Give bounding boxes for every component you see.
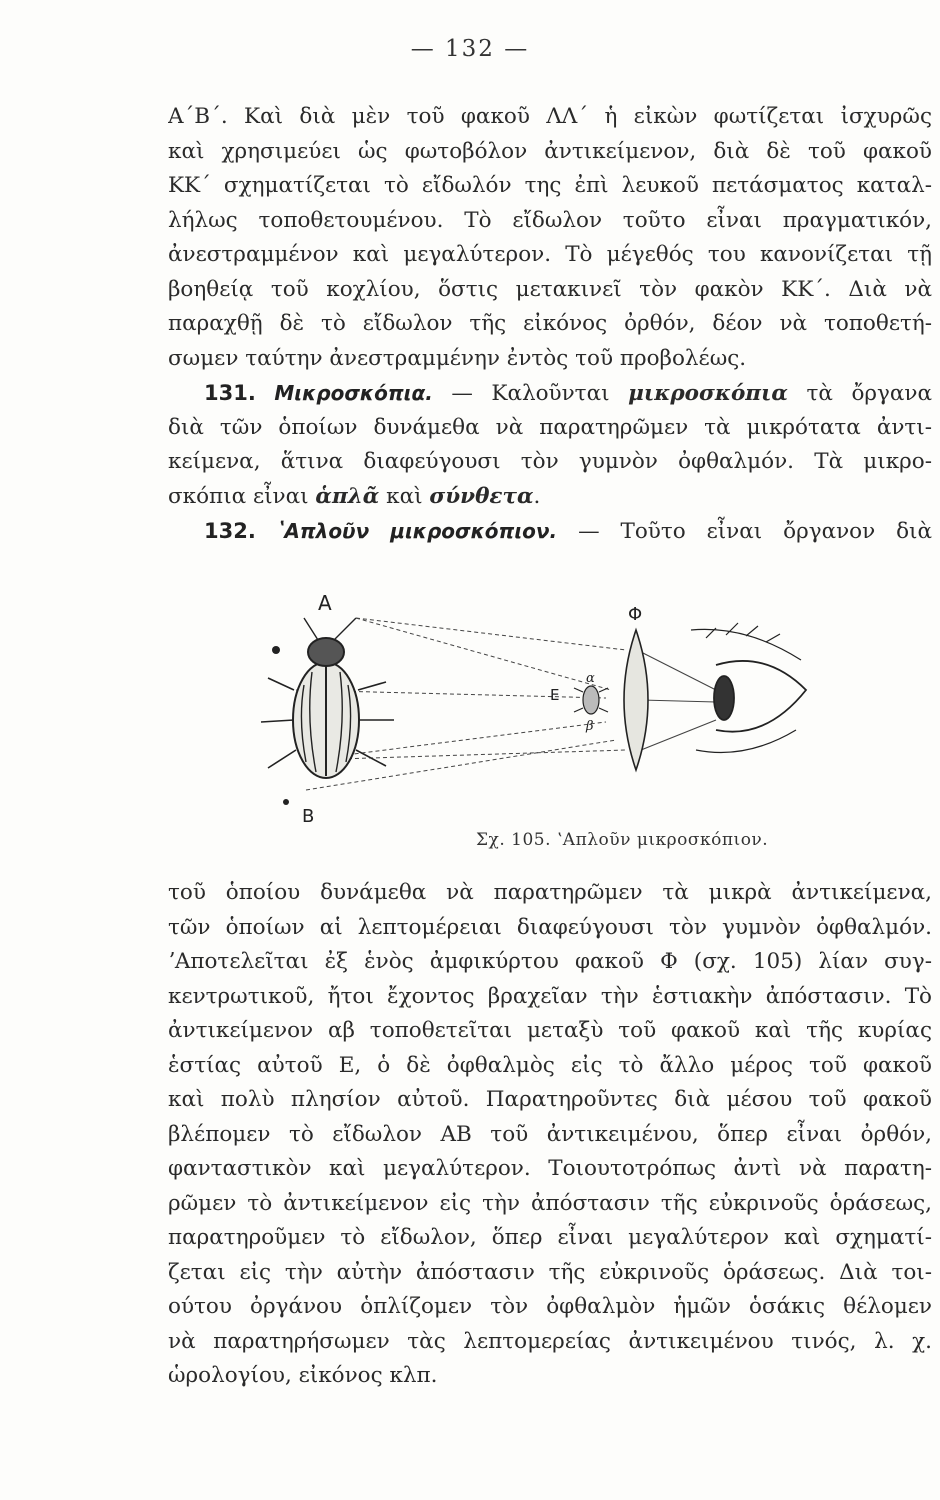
simple-microscope-figure — [246, 590, 836, 830]
text-line: ὡρολογίου, εἰκόνος κλπ. — [168, 1363, 438, 1388]
text-line: νὰ παρατηρήσωμεν τὰς λεπτομερείας ἀντικειμένου τινός, λ. χ. — [168, 1328, 932, 1354]
text-line: λήλως τοποθετουμένου. Τὸ εἴδωλον τοῦτο εἶναι πραγματικόν, — [168, 207, 932, 233]
text-line: φανταστικὸν καὶ μεγαλύτερον. Τοιουτοτρόπως ἀντὶ νὰ παρατη- — [168, 1156, 932, 1181]
text-line: ζεται εἰς τὴν αὐτὴν ἀπόστασιν τῆς εὐκρινοῦς ὁράσεως. Διὰ τοι- — [168, 1259, 932, 1285]
section-132-line-1 — [168, 514, 932, 549]
text-line: σωμεν ταύτην ἀνεστραμμένην ἐντὸς τοῦ προβολέως. — [168, 345, 747, 371]
text-line: ʼΑποτελεῖται ἐξ ἑνὸς ἀμφικύρτου φακοῦ Φ (σχ. 105) λίαν συγ- — [168, 949, 932, 974]
section-132-heading: ʽΑπλοῦν μικροσκόπιον. — [276, 519, 558, 543]
text-line: ἀντικείμενον αβ τοποθετεῖται μεταξὺ τοῦ φακοῦ καὶ τῆς κυρίας — [168, 1018, 932, 1043]
text-line: παρατηροῦμεν τὸ εἴδωλον, ὅπερ εἶναι μεγαλύτερον καὶ σχηματί- — [168, 1225, 932, 1250]
top-text-block — [168, 100, 932, 549]
small-object-image — [574, 686, 608, 714]
point-marker — [272, 646, 280, 654]
simple-emphasis: ἁπλᾶ — [315, 483, 380, 509]
section-131-line-4 — [168, 480, 932, 515]
section-131-emphasis: μικροσκόπια — [628, 381, 788, 406]
bottom-text-block — [168, 876, 932, 1394]
section-131-text: καὶ — [386, 483, 423, 509]
text-line: ρῶμεν τὸ ἀντικείμενον εἰς τὴν ἀπόστασιν τῆς εὐκρινοῦς ὁράσεως, — [168, 1190, 932, 1216]
ray-line — [356, 618, 611, 690]
label-beta: β — [586, 719, 594, 734]
text-line: παραχθῇ δὲ τὸ εἴδωλον τῆς εἰκόνος ὀρθόν, δέον νὰ τοποθετή- — [168, 311, 932, 336]
text-line: καὶ πολὺ πλησίον αὐτοῦ. Παρατηροῦντες διὰ μέσου τοῦ φακοῦ — [168, 1087, 932, 1112]
label-a: A — [318, 591, 332, 615]
section-131-text: σκόπια εἶναι — [168, 483, 309, 509]
text-line: βοηθείᾳ τοῦ κοχλίου, ὅστις μετακινεῖ τὸν φακὸν ΚΚ΄. Διὰ νὰ — [168, 276, 932, 302]
text-line: κείμενα, ἅτινα διαφεύγουσι τὸν γυμνὸν ὀφθαλμόν. Τὰ μικρο- — [168, 449, 932, 474]
section-131-text: τὰ ὄργανα — [806, 381, 932, 406]
ray-line — [641, 720, 716, 750]
label-e: E — [550, 686, 560, 704]
ray-line — [641, 700, 716, 702]
point-marker — [283, 799, 289, 805]
text-line: Α΄Β΄. Καὶ διὰ μὲν τοῦ φακοῦ ΛΛ΄ ἡ εἰκὼν φωτίζεται ἰσχυρῶς — [168, 104, 932, 129]
section-131-heading: Μικροσκόπια. — [274, 381, 433, 405]
text-line: καὶ χρησιμεύει ὡς φωτοβόλον ἀντικείμενον, διὰ δὲ τοῦ φακοῦ — [168, 138, 932, 164]
section-131-text: — Καλοῦνται — [451, 381, 610, 406]
label-phi: Φ — [628, 604, 643, 625]
ray-line — [356, 618, 626, 650]
text-line: κεντρωτικοῦ, ἤτοι ἔχοντος βραχεῖαν τὴν ἑστιακὴν ἀπόστασιν. Τὸ — [168, 983, 932, 1009]
text-line: ούτου ὀργάνου ὁπλίζομεν τὸν ὀφθαλμὸν ἡμῶν ὁσάκις θέλομεν — [168, 1294, 932, 1319]
text-line: τῶν ὁποίων αἱ λεπτομέρειαι διαφεύγουσι τὸν γυμνὸν ὀφθαλμόν. — [168, 914, 932, 940]
section-131-line-1 — [168, 376, 932, 411]
text-line: ἑστίας αὐτοῦ Ε, ὁ δὲ ὀφθαλμὸς εἰς τὸ ἄλλο μέρος τοῦ φακοῦ — [168, 1052, 932, 1078]
label-alpha: α — [586, 671, 595, 686]
text-line: διὰ τῶν ὁποίων δυνάμεθα νὰ παρατηρῶμεν τὰ μικρότατα ἀντι- — [168, 414, 932, 440]
compound-emphasis: σύνθετα — [429, 483, 534, 509]
text-line: ἀνεστραμμένον καὶ μεγαλύτερον. Τὸ μέγεθός του κανονίζεται τῇ — [168, 242, 932, 267]
section-132-number: 132. — [204, 519, 256, 543]
section-132-text: — Τοῦτο εἶναι ὄργανον διὰ — [578, 519, 932, 544]
text-line: βλέπομεν τὸ εἴδωλον ΑΒ τοῦ ἀντικειμένου, ὅπερ εἶναι ὀρθόν, — [168, 1121, 932, 1147]
section-131-period: . — [533, 483, 541, 509]
text-line: ΚΚ΄ σχηματίζεται τὸ εἴδωλόν της ἐπὶ λευκοῦ πετάσματος καταλ- — [168, 173, 932, 198]
beetle-image — [261, 618, 394, 778]
eye-image — [691, 623, 806, 753]
ray-line — [641, 652, 716, 690]
page-number: — 132 — — [410, 36, 530, 62]
figure-caption: Σχ. 105. ʽΑπλοῦν μικροσκόπιον. — [476, 830, 769, 850]
label-b: B — [302, 806, 315, 827]
section-131-number: 131. — [204, 381, 256, 405]
text-line: τοῦ ὁποίου δυνάμεθα νὰ παρατηρῶμεν τὰ μικρὰ ἀντικείμενα, — [168, 880, 932, 905]
